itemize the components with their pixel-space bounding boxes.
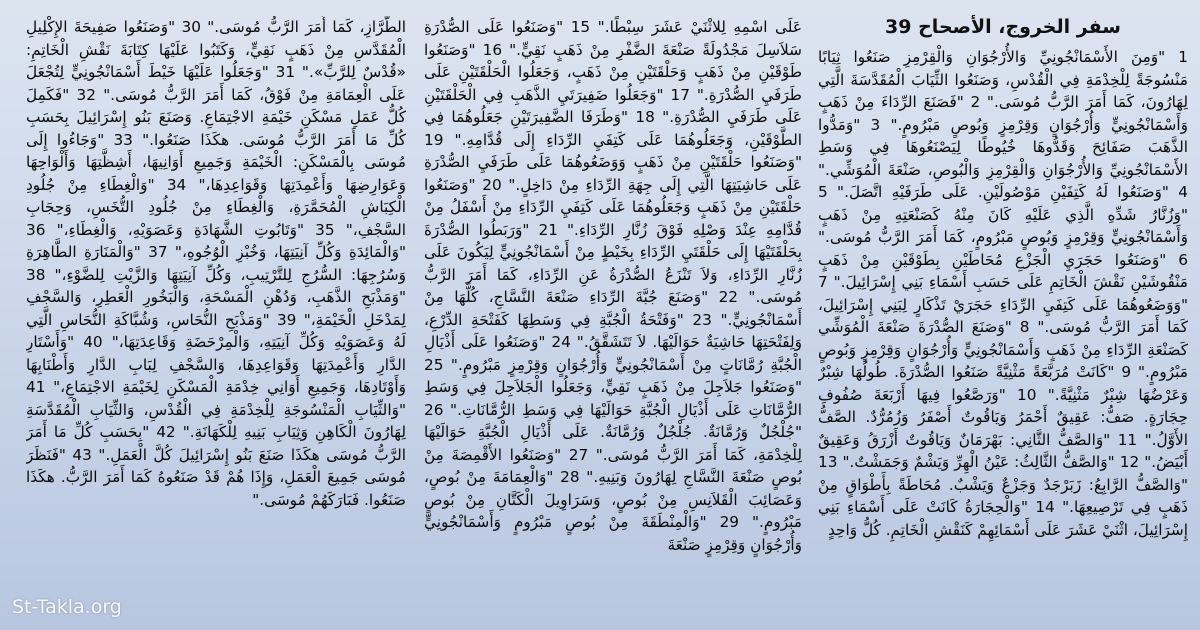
site-watermark: St-Takla.org xyxy=(12,596,122,618)
text-column-middle xyxy=(424,16,802,622)
text-column-left xyxy=(26,16,406,622)
text-column-right xyxy=(818,14,1188,620)
column-text-2: عَلَى اسْمِهِ لِلاثْنَيْ عَشَرَ سِبْطًا." 15 "وَصَنَعُوا عَلَى الصُّدْرَةِ سَلاَسِلَ مَجْدُولَةً صَنْعَةَ الضَّفْرِ مِنْ ذَهَبٍ نَقِيٍّ." 16 "وَصَنَعُوا طَوْقَيْنِ مِنْ ذَهَبٍ وَحَلْقَتَيْنِ مِنْ ذَهَبٍ، وَجَعَلُوا الْحَلْقَتَيْنِ عَلَى طَرَفَيِ الصُّدْرَةِ." 17 "وَجَعَلُوا ضَفِيرَتَيِ الذَّهَبِ فِي الْحَلْقَتَيْنِ عَلَى طَرَفَيِ الصُّدْرَةِ." 18 "وَطَرَفَا الضَّفِيرَتَيْنِ جَعَلُوهُمَا فِي الطَّوْقَيْنِ، وَجَعَلُوهُمَا عَلَى كَتِفَيِ الرِّدَاءِ إِلَى قُدَّامِهِ." 19 "وَصَنَعُوا حَلْقَتَيْنِ مِنْ ذَهَبٍ وَوَضَعُوهُمَا عَلَى طَرَفَيِ الصُّدْرَةِ عَلَى حَاشِيَتِهَا الَّتِي إِلَى جِهَةِ الرِّدَاءِ مِنْ دَاخِلٍ." 20 "وَصَنَعُوا حَلْقَتَيْنِ مِنْ ذَهَبٍ وَجَعَلُوهُمَا عَلَى كَتِفَيِ الرِّدَاءِ مِنْ أَسْفَلُ مِنْ قُدَّامِهِ عِنْدَ وَصْلِهِ فَوْقَ زُنَّارِ الرِّدَاءِ." 21 "وَرَبَطُوا الصُّدْرَةَ بِحَلْقَتَيْهَا إِلَى حَلْقَتَيِ الرِّدَاءِ بِخَيْطٍ مِنْ أَسْمَانْجُونِيٍّ لِيَكُونَ عَلَى زُنَّارِ الرِّدَاءِ، وَلاَ تَنْزَعُ الصُّدْرَةُ عَنِ الرِّدَاءِ، كَمَا أَمَرَ الرَّبُّ مُوسَى." 22 "وَصَنَعَ جُبَّةَ الرِّدَاءِ صَنْعَةَ النَّسَّاجِ، كُلَّهَا مِنْ أَسْمَانْجُونِيٍّ." 23 "وَفَتْحَةُ الْجُبَّةِ فِي وَسَطِهَا كَفَتْحَةِ الدِّرْعِ، وَلِفَتْحَتِهَا حَاشِيَةٌ حَوَالَيْهَا. لاَ تَتَشَقَّقُ." 24 "وَصَنَعُوا عَلَى أَذْيَالِ الْجُبَّةِ رُمَّانَاتٍ مِنْ أَسْمَانْجُونِيٍّ وَأُرْجُوَانٍ وَقِرْمِزٍ مَبْرُومٍ." 25 "وَصَنَعُوا جَلاَجِلَ مِنْ ذَهَبٍ نَقِيٍّ، وَجَعَلُوا الْجَلاَجِلَ فِي وَسَطِ الرُّمَّانَاتِ عَلَى أَذْيَالِ الْجُبَّةِ حَوَالَيْهَا فِي وَسَطِ الرُّمَّانَاتِ." 26 "جُلْجُلٌ وَرُمَّانَةٌ. جُلْجُلٌ وَرُمَّانَةٌ. عَلَى أَذْيَالِ الْجُبَّةِ حَوَالَيْهَا لِلْخِدْمَةِ، كَمَا أَمَرَ الرَّبُّ مُوسَى." 27 "وَصَنَعُوا الأَقْمِصَةَ مِنْ بُوصٍ صَنْعَةَ النَّسَّاجِ لِهَارُونَ وَبَنِيهِ." 28 "وَالْعِمَامَةَ مِنْ بُوصٍ، وَعَصَائِبَ الْقَلاَنِسِ مِنْ بُوصٍ، وَسَرَاوِيلَ الْكَتَّانِ مِنْ بُوصٍ مَبْرُومٍ." 29 "وَالْمِنْطَقَةَ مِنْ بُوصٍ مَبْرُومٍ وَأَسْمَانْجُونِيٍّ وَأُرْجُوَانٍ وَقِرْمِزٍ صَنْعَةَ xyxy=(424,18,802,554)
chapter-title: سفر الخروج، الأصحاح 39 xyxy=(885,16,1121,38)
column-text-3: الطَّرَّازِ، كَمَا أَمَرَ الرَّبُّ مُوسَى." 30 "وَصَنَعُوا صَفِيحَةَ الإِكْلِيلِ الْمُقَدَّسِ مِنْ ذَهَبٍ نَقِيٍّ، وَكَتَبُوا عَلَيْهَا كِتَابَةَ نَقْشِ الْخَاتِمِ: «قُدْسٌ لِلرَّبِّ»." 31 "وَجَعَلُوا عَلَيْهَا خَيْطَ أَسْمَانْجُونِيٍّ لِتُجْعَلَ عَلَى الْعِمَامَةِ مِنْ فَوْقُ، كَمَا أَمَرَ الرَّبُّ مُوسَى." 32 "فَكَمِلَ كُلُّ عَمَلِ مَسْكَنِ خَيْمَةِ الاجْتِمَاعِ. وَصَنَعَ بَنُو إِسْرَائِيلَ بِحَسَبِ كُلِّ مَا أَمَرَ الرَّبُّ مُوسَى. هكَذَا صَنَعُوا." 33 "وَجَاءُوا إِلَى مُوسَى بِالْمَسْكَنِ: الْخَيْمَةِ وَجَمِيعِ أَوَانِيهَا، أَشِظَّتِهَا وَأَلْوَاحِهَا وَعَوَارِضِهَا وَأَعْمِدَتِهَا وَقَوَاعِدِهَا،" 34 "وَالْغِطَاءِ مِنْ جُلُودِ الْكِبَاشِ الْمُحَمَّرَةِ، وَالْغِطَاءِ مِنْ جُلُودِ التُّخَسِ، وَحِجَابِ السَّجْفِ،" 35 "وَتَابُوتِ الشَّهَادَةِ وَعَصَوَيْهِ، وَالْغِطَاءِ،" 36 "وَالْمَائِدَةِ وَكُلِّ آنِيَتِهَا، وَخُبْزِ الْوُجُوهِ،" 37 "وَالْمَنَارَةِ الطَّاهِرَةِ وَسُرُجِهَا: السُّرُجِ لِلتَّرْتِيبِ، وَكُلِّ آنِيَتِهَا وَالزَّيْتِ لِلضَّوْءِ،" 38 "وَمَذْبَحِ الذَّهَبِ، وَدُهْنِ الْمَسْحَةِ، وَالْبَخُورِ الْعَطِرِ، وَالسَّجْفِ لِمَدْخَلِ الْخَيْمَةِ،" 39 "وَمَذْبَحِ النُّحَاسِ، وَشُبَّاكَةِ النُّحَاسِ الَّتِي لَهُ وَعَصَوَيْهِ وَكُلِّ آنِيَتِهِ، وَالْمِرْحَضَةِ وَقَاعِدَتِهَا،" 40 "وَأَسْتَارِ الدَّارِ وَأَعْمِدَتِهَا وَقَوَاعِدِهَا، وَالسَّجْفِ لِبَابِ الدَّارِ وَأَطْنَابِهَا وَأَوْتَادِهَا، وَجَمِيعِ أَوَانِي خِدْمَةِ الْمَسْكَنِ لِخَيْمَةِ الاجْتِمَاعِ،" 41 "وَالثِّيَابِ الْمَنْسُوجَةِ لِلْخِدْمَةِ فِي الْقُدْسِ، وَالثِّيَابِ الْمُقَدَّسَةِ لِهَارُونَ الْكَاهِنِ وَثِيَابِ بَنِيهِ لِلْكَهَانَةِ." 42 "بِحَسَبِ كُلِّ مَا أَمَرَ الرَّبُّ مُوسَى هكَذَا صَنَعَ بَنُو إِسْرَائِيلَ كُلَّ الْعَمَلِ." 43 "فَنَظَرَ مُوسَى جَمِيعَ الْعَمَلِ، وَإِذَا هُمْ قَدْ صَنَعُوهُ كَمَا أَمَرَ الرَّبُّ. هكَذَا صَنَعُوا. فَبَارَكَهُمْ مُوسَى." xyxy=(26,18,406,509)
column-text-1: 1 "وَمِنَ الأَسْمَانْجُونِيِّ وَالأُرْجُوَانِ وَالْقِرْمِزِ صَنَعُوا ثِيَابًا مَنْسُوجَةً لِلْخِدْمَةِ فِي الْقُدْسِ، وَصَنَعُوا الثِّيَابَ الْمُقَدَّسَةَ الَّتِي لِهَارُونَ، كَمَا أَمَرَ الرَّبُّ مُوسَى." 2 "فَصَنَعَ الرِّدَاءَ مِنْ ذَهَبٍ وَأَسْمَانْجُونِيٍّ وَأُرْجُوَانٍ وَقِرْمِزٍ وَبُوصٍ مَبْرُومٍ." 3 "وَمَدُّوا الذَّهَبَ صَفَائِحَ وَقَدُّوهَا خُيُوطًا لِيَصْنَعُوهَا فِي وَسَطِ الأَسْمَانْجُونِيِّ وَالأُرْجُوَانِ وَالْقِرْمِزِ وَالْبُوصِ، صَنْعَةَ الْمُوَشِّي." 4 "وَصَنَعُوا لَهُ كَتِفَيْنِ مَوْصُولَيْنِ. عَلَى طَرَفَيْهِ اتَّصَلَ." 5 "وَزُنَّارُ شَدِّهِ الَّذِي عَلَيْهِ كَانَ مِنْهُ كَصَنْعَتِهِ مِنْ ذَهَبٍ وَأَسْمَانْجُونِيٍّ وَقِرْمِزٍ وَبُوصٍ مَبْرُومٍ، كَمَا أَمَرَ الرَّبُّ مُوسَى." 6 "وَصَنَعُوا حَجَرَيِ الْجَزْعِ مُحَاطَيْنِ بِطَوْقَيْنِ مِنْ ذَهَبٍ مَنْقُوشَيْنِ نَقْشَ الْخَاتِمِ عَلَى حَسَبِ أَسْمَاءِ بَنِي إِسْرَائِيلَ." 7 "وَوَضَعُوهُمَا عَلَى كَتِفَيِ الرِّدَاءِ حَجَرَيْ تَذْكَارٍ لِبَنِي إِسْرَائِيلَ، كَمَا أَمَرَ الرَّبُّ مُوسَى." 8 "وَصَنَعَ الصُّدْرَةَ صَنْعَةَ الْمُوَشِّي كَصَنْعَةِ الرِّدَاءِ مِنْ ذَهَبٍ وَأَسْمَانْجُونِيٍّ وَأُرْجُوَانٍ وَقِرْمِزٍ وَبُوصٍ مَبْرُومٍ." 9 "كَانَتْ مُرَبَّعَةً مَثْنِيَّةً صَنَعُوا الصُّدْرَةَ. طُولُهَا شِبْرٌ وَعَرْضُهَا شِبْرٌ مَثْنِيَّةً." 10 "وَرَصَّعُوا فِيهَا أَرْبَعَةَ صُفُوفِ حِجَارَةٍ. صَفُّ: عَقِيقٌ أَحْمَرُ وَيَاقُوتٌ أَصْفَرُ وَزُمُرُّدٌ. الصَّفُّ الأَوَّلُ." 11 "وَالصَّفُّ الثَّانِي: بَهْرَمَانٌ وَيَاقُوتٌ أَزْرَقُ وَعَقِيقٌ أَبْيَضُ." 12 "وَالصَّفُّ الثَّالِثُ: عَيْنُ الْهِرِّ وَيَشْمٌ وَجَمَشْتٌ." 13 "وَالصَّفُّ الرَّابِعُ: زَبَرْجَدٌ وَجَزْعٌ وَيَشْبٌ. مُحَاطَةً بِأَطْوَاقٍ مِنْ ذَهَبٍ فِي تَرْصِيعِهَا." 14 "وَالْحِجَارَةُ كَانَتْ عَلَى أَسْمَاءِ بَنِي إِسْرَائِيلَ، اثْنَيْ عَشَرَ عَلَى أَسْمَائِهِمْ كَنَقْشِ الْخَاتِمِ. كُلُّ وَاحِدٍ xyxy=(818,48,1188,539)
